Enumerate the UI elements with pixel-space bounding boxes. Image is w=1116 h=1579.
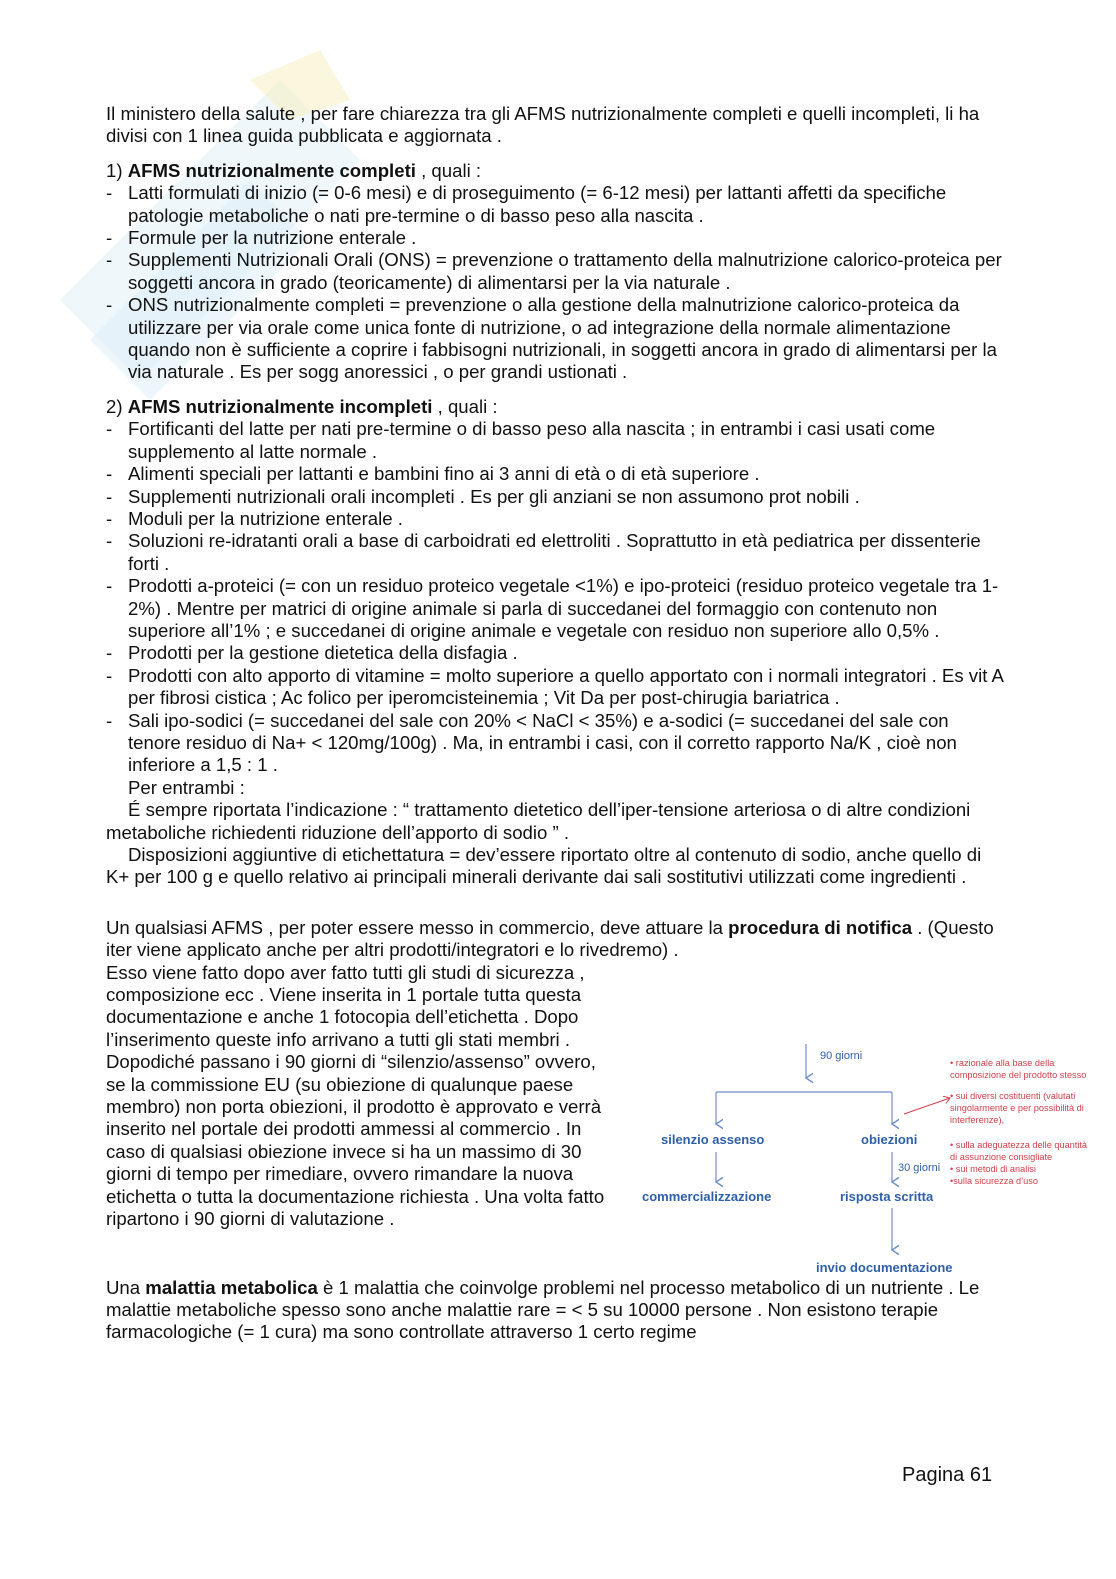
note-line: composizione del prodotto stesso	[950, 1070, 1087, 1080]
malattia-paragraph: Una malattia metabolica è 1 malattia che coinvolge problemi nel processo metabolico di un nutriente . Le malattie metaboliche spesso sono anche malattie rare = < 5 su 10000 persone . Non esistono terapie farmacologiche (= 1 cura) ma sono controllate attraverso 1 certo regime	[106, 1276, 980, 1343]
section2-title: AFMS nutrizionalmente incompleti	[127, 395, 433, 417]
list-item: - Latti formulati di inizio (= 0-6 mesi) e di proseguimento (= 6-12 mesi) per lattanti affetti da specifiche patologie metaboliche o nati pre-termine o di basso peso alla nascita .	[106, 182, 947, 226]
days30-label: 30 giorni	[898, 1162, 941, 1174]
note-line: • sulla adeguatezza delle quantità	[950, 1140, 1088, 1150]
list-item: - Moduli per la nutrizione enterale .	[106, 507, 403, 529]
note-line: • razionale alla base della	[950, 1058, 1055, 1068]
procedure-diagram	[632, 1038, 1112, 1288]
list-item: - Soluzioni re-idratanti orali a base di carboidrati ed elettroliti . Soprattutto in età pediatrica per dissenterie forti .	[106, 530, 981, 574]
section2-heading: 2) AFMS nutrizionalmente incompleti , quali :	[106, 395, 498, 417]
list-item: - Formule per la nutrizione enterale .	[106, 227, 417, 249]
invio-documentazione-node: invio documentazione	[816, 1260, 953, 1275]
list-item: - Supplementi nutrizionali orali incompleti . Es per gli anziani se non assumono prot nobili .	[106, 485, 860, 507]
note-line: •sulla sicurezza d’uso	[950, 1176, 1038, 1186]
malattia-term: malattia metabolica	[145, 1276, 318, 1298]
notifica-paragraph: Esso viene fatto dopo aver fatto tutti gli studi di sicurezza , composizione ecc . Viene inserita in 1 portale tutta questa documentazione e anche 1 fotocopia dell’etichetta . Dopo l’inserimento queste info arrivano a tutti gli stati membri . Dopodiché passano i 90 giorni di “silenzio/assenso” ovvero, se la commissione EU (su obiezione di qualunque paese membro) non porta obiezioni, il prodotto è approvato e verrà inserito nel portale dei prodotti ammessi al commercio . In caso di qualsiasi obiezione invece si ha un massimo di 30 giorni di tempo per rimediare, ovvero rimandare la nuova etichetta o tutta la documentazione richiesta . Una volta fatto ripartono i 90 giorni di valutazione .	[106, 961, 605, 1230]
note-line: • sui metodi di analisi	[950, 1164, 1036, 1174]
per-entrambi-label: Per entrambi :	[128, 776, 245, 798]
days90-label: 90 giorni	[820, 1050, 863, 1062]
obiezioni-node: obiezioni	[861, 1132, 918, 1147]
list-item: - Sali ipo-sodici (= succedanei del sale con 20% < NaCl < 35%) e a-sodici (= succedanei del sale con tenore residuo di Na+ < 120mg/100g) . Ma, in entrambi i casi, con il corretto rapporto Na/K , cioè non inferiore a 1,5 : 1 .	[106, 709, 957, 776]
note-line: di assunzione consigliate	[950, 1152, 1053, 1162]
note-line: singolarmente e per possibilità di	[950, 1103, 1084, 1113]
list-item: - Prodotti a-proteici (= con un residuo proteico vegetale <1%) e ipo-proteici (residuo proteico vegetale tra 1-2%) . Mentre per matrici di origine animale si parla di succedanei del formaggio con contenuto non superiore all’1% ; e succedanei di origine animale e vegetale con residuo non superiore allo 0,5% .	[106, 575, 999, 641]
note-line: • sui diversi costituenti (valutati	[950, 1091, 1076, 1101]
notifica-term: procedura di notifica	[728, 916, 913, 938]
list-item: - Supplementi Nutrizionali Orali (ONS) = prevenzione o trattamento della malnutrizione calorico-proteica per soggetti ancora in grado (teoricamente) di alimentarsi per la via naturale .	[106, 249, 1002, 293]
intro-paragraph: Il ministero della salute , per fare chiarezza tra gli AFMS nutrizionalmente completi e quelli incompleti, li ha divisi con 1 linea guida pubblicata e aggiornata .	[106, 103, 980, 147]
disposizioni-paragraph: Disposizioni aggiuntive di etichettatura = dev’essere riportato oltre al contenuto di sodio, anche quello di K+ per 100 g e quello relativo ai principali minerali derivante dai sali sostitutivi utilizzati come ingredienti .	[106, 844, 982, 888]
notifica-heading: Un qualsiasi AFMS , per poter essere messo in commercio, deve attuare la procedura di notifica . (Questo iter viene applicato anche per altri prodotti/integratori e lo rivedremo) .	[106, 916, 994, 961]
list-item: - Alimenti speciali per lattanti e bambini fino ai 3 anni di età o di età superiore .	[106, 463, 760, 485]
silenzio-assenso-node: silenzio assenso	[661, 1132, 765, 1147]
risposta-scritta-node: risposta scritta	[840, 1189, 934, 1204]
commercializzazione-node: commercializzazione	[642, 1189, 772, 1204]
section1-title: AFMS nutrizionalmente completi	[127, 159, 416, 181]
list-item: - ONS nutrizionalmente completi = prevenzione o alla gestione della malnutrizione calorico-proteica da utilizzare per via orale come unica fonte di nutrizione, o ad integrazione della normale alimentazione quando non è sufficiente a coprire i fabbisogni nutrizionali, in soggetti ancora in grado di alimentarsi per la via naturale . Es per sogg anoressici , o per grandi ustionati .	[106, 294, 997, 383]
list-item: - Prodotti per la gestione dietetica della disfagia .	[106, 642, 518, 664]
page-number: Pagina 61	[902, 1464, 993, 1486]
list-item: - Fortificanti del latte per nati pre-termine o di basso peso alla nascita ; in entrambi i casi usati come supplemento al latte normale .	[106, 418, 936, 462]
list-item: - Prodotti con alto apporto di vitamine = molto superiore a quello apportato con i normali integratori . Es vit A per fibrosi cistica ; Ac folico per iperomcisteinemia ; Vit Da per post-chirugia bariatrica .	[106, 664, 1003, 709]
note-line: interferenze),	[950, 1115, 1005, 1125]
section1-heading: 1) AFMS nutrizionalmente completi , quali :	[106, 159, 482, 181]
sempre-paragraph: É sempre riportata l’indicazione : “ trattamento dietetico dell’iper-tensione arteriosa o di altre condizioni metaboliche richiedenti riduzione dell’apporto di sodio ” .	[106, 799, 971, 843]
